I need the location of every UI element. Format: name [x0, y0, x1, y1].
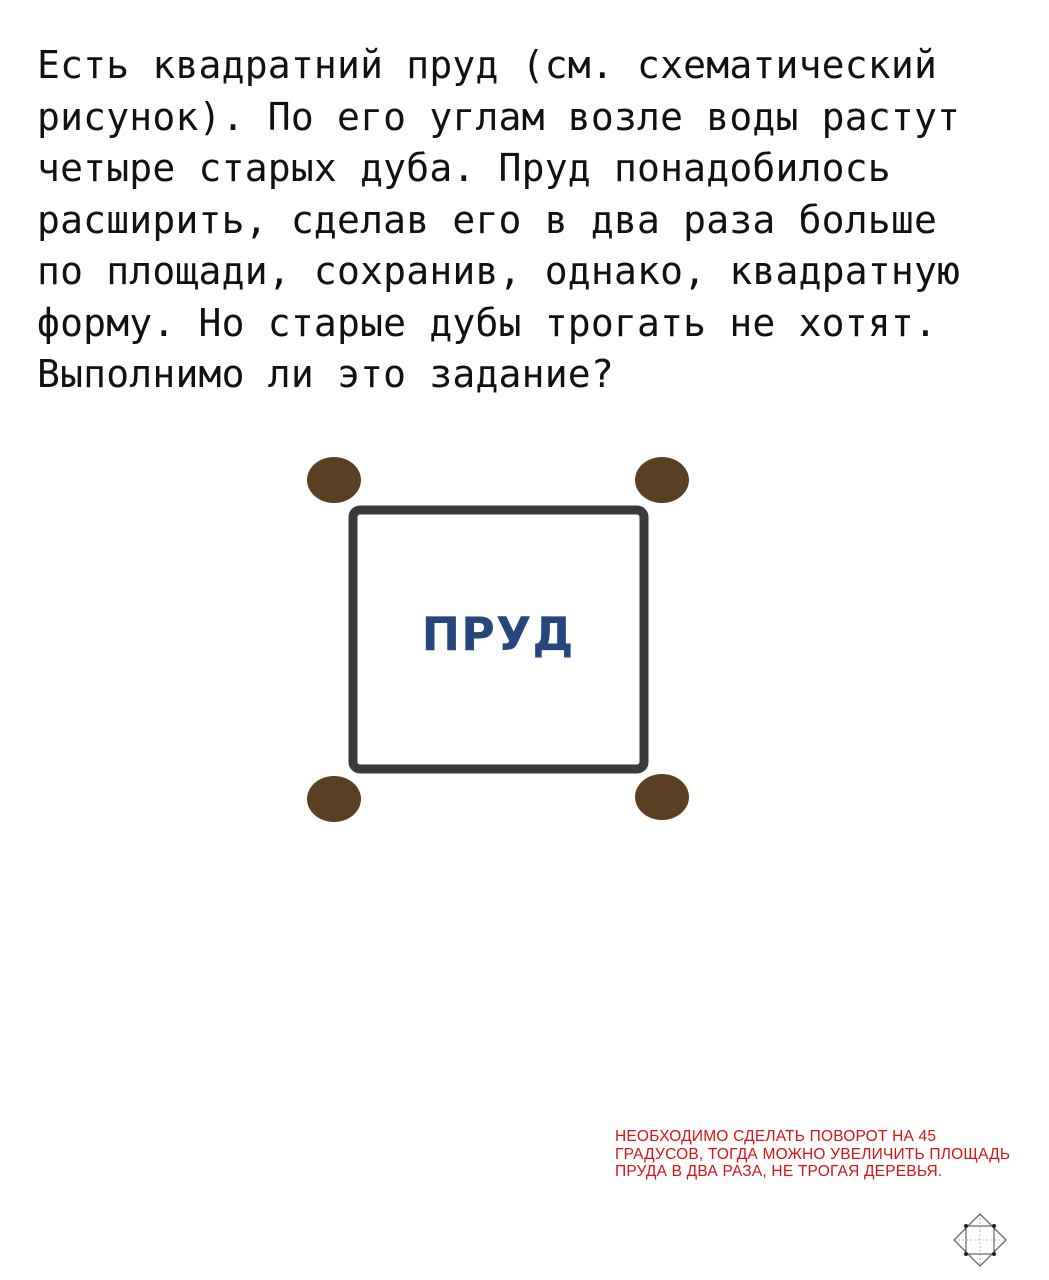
problem-line: форму. Но старые дубы трогать не хотят.: [37, 300, 938, 345]
oak-top-left: [307, 457, 361, 503]
problem-line: четыре старых дуба. Пруд понадобилось: [37, 146, 891, 190]
oak-bottom-right: [635, 774, 689, 820]
answer-note: НЕОБХОДИМО СДЕЛАТЬ ПОВОРОТ НА 45 ГРАДУСОВ, ТОГДА МОЖНО УВЕЛИЧИТЬ ПЛОЩАДЬ ПРУДА В ДВА РАЗА, НЕ ТРОГАЯ ДЕРЕВЬЯ.: [615, 1128, 1011, 1180]
pond-label: ПРУД: [421, 607, 575, 661]
problem-line: Выполнимо ли это задание?: [37, 352, 614, 396]
oak-top-right: [635, 457, 689, 503]
problem-line: рисунок). По его углам возле воды растут: [37, 94, 961, 139]
problem-line: Есть квадратний пруд (см. схематический: [37, 43, 938, 87]
problem-line: расширить, сделав его в два раза больше: [37, 197, 938, 242]
problem-line: по площади, сохранив, однако, квадратную: [37, 249, 961, 293]
rotated-square-solution-icon: [950, 1210, 1010, 1270]
oak-bottom-left: [307, 776, 361, 822]
